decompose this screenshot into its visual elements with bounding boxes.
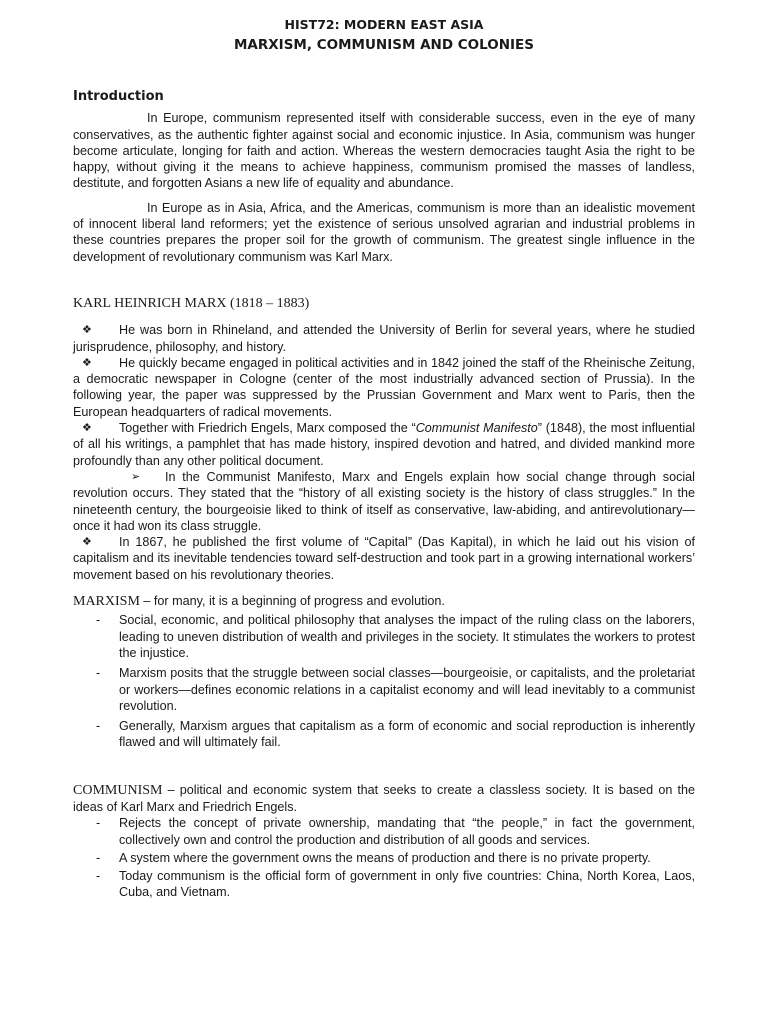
point-text: Social, economic, and political philosophy that analyses the impact of the ruling class on the laborers, leading to uneven distribution of wealth and privileges in the society. It stimulates the workers to protest the injustice. — [119, 613, 695, 660]
bullet-text-after: ” (1848), the most influential of all his writings, a pamphlet that has made history, inspired devotion and hatred, and divided mankind more profoundly than any other political document. — [73, 421, 696, 468]
list-item — [73, 355, 695, 420]
diamond-bullet-icon: ❖ — [82, 422, 92, 435]
communism-definition — [73, 782, 695, 816]
bullet-text: He quickly became engaged in political activities and in 1842 joined the staff of the Rheinische Zeitung, a democratic newspaper in Cologne (center of the most industrially advanced section of Prussia). In the following year, the paper was suppressed by the Prussian Government and Marx went to Paris, then the European headquarters of radical movements. — [73, 355, 695, 419]
bullet-text-before: Together with Friedrich Engels, Marx composed the “ — [119, 421, 416, 436]
manifesto-title: Communist Manifesto — [415, 421, 538, 436]
list-item — [73, 612, 695, 661]
marxism-points — [73, 612, 695, 750]
list-item — [73, 534, 695, 583]
dash-bullet: - — [96, 613, 101, 628]
dash-bullet: - — [96, 816, 101, 831]
intro-paragraph: In Europe as in Asia, Africa, and the Americas, communism is more than an idealistic movement of innocent liberal land reformers; yet the existence of serious unsolved agrarian and industrial problems in these countries prepares the proper soil for the growth of communism. The greatest single influence in the development of revolutionary communism was Karl Marx. — [73, 200, 695, 264]
list-item — [73, 665, 695, 714]
list-item — [73, 868, 695, 901]
diamond-bullet-icon: ❖ — [82, 324, 92, 337]
list-item — [73, 322, 695, 355]
communism-definition-text: – political and economic system that seeks to create a classless society. It is based on the ideas of Karl Marx and Friedrich Engels. — [73, 782, 695, 814]
marx-bullet-list — [73, 322, 695, 583]
point-text: Generally, Marxism argues that capitalism as a form of economic and social reproduction is inherently flawed and will ultimately fail. — [119, 719, 695, 750]
communism-points — [73, 815, 695, 900]
list-item — [73, 469, 695, 534]
introduction-heading: Introduction — [73, 89, 164, 104]
communism-term: COMMUNISM — [73, 782, 163, 798]
point-text: A system where the government owns the means of production and there is no private property. — [119, 850, 651, 865]
intro-paragraph: In Europe, communism represented itself with considerable success, even in the eye of many conservatives, as the authentic fighter against social and economic injustice. In Asia, communism was hunger become articulate, longing for faith and action. Whereas the western democracies taught Asia the right to be happy, without giving it the means to achieve happiness, communism promised the masses of landless, destitute, and forgotten Asians a new life of equality and abundance. — [73, 111, 695, 191]
point-text: Today communism is the official form of government in only five countries: China, North Korea, Laos, Cuba, and Vietnam. — [119, 869, 695, 900]
bullet-text: He was born in Rhineland, and attended the University of Berlin for several years, where he studied jurisprudence, philosophy, and history. — [73, 323, 695, 354]
marxism-term: MARXISM — [73, 594, 140, 610]
point-text: Marxism posits that the struggle between social classes—bourgeoisie, or capitalists, and the proletariat or workers—defines economic relations in a capitalist economy and will lead inevitably to a communist revolution. — [119, 666, 695, 713]
list-item — [73, 815, 695, 848]
marxism-definition — [73, 593, 695, 610]
document-title: MARXISM, COMMUNISM AND COLONIES — [234, 37, 534, 53]
dash-bullet: - — [96, 850, 101, 865]
diamond-bullet-icon: ❖ — [82, 536, 92, 549]
dash-bullet: - — [96, 719, 101, 734]
bullet-text: In the Communist Manifesto, Marx and Engels explain how social change through social revolution occurs. They stated that the “history of all existing society is the history of class struggles.” In the nineteenth century, the bourgeoisie liked to think of itself as conservative, law-abiding, and antirevolutionary—once it had won its class struggle. — [73, 469, 695, 533]
arrow-bullet-icon: ➢ — [131, 470, 141, 483]
list-item — [73, 420, 695, 469]
course-title: HIST72: MODERN EAST ASIA — [284, 17, 484, 32]
dash-bullet: - — [96, 666, 101, 681]
point-text: Rejects the concept of private ownership, mandating that “the people,” in fact the government, collectively own and control the production and distribution of all goods and services. — [119, 816, 695, 847]
marxism-definition-text: – for many, it is a beginning of progress and evolution. — [139, 594, 445, 609]
diamond-bullet-icon: ❖ — [82, 356, 92, 369]
dash-bullet: - — [96, 869, 101, 884]
bullet-text: In 1867, he published the first volume of “Capital” (Das Kapital), in which he laid out his vision of capitalism and its inevitable tendencies toward self-destruction and took part in a growing international workers’ movement based on his revolutionary theories. — [73, 535, 695, 582]
list-item — [73, 850, 695, 866]
document-body — [73, 89, 695, 903]
list-item — [73, 718, 695, 751]
marx-section-heading: KARL HEINRICH MARX (1818 – 1883) — [73, 295, 310, 311]
